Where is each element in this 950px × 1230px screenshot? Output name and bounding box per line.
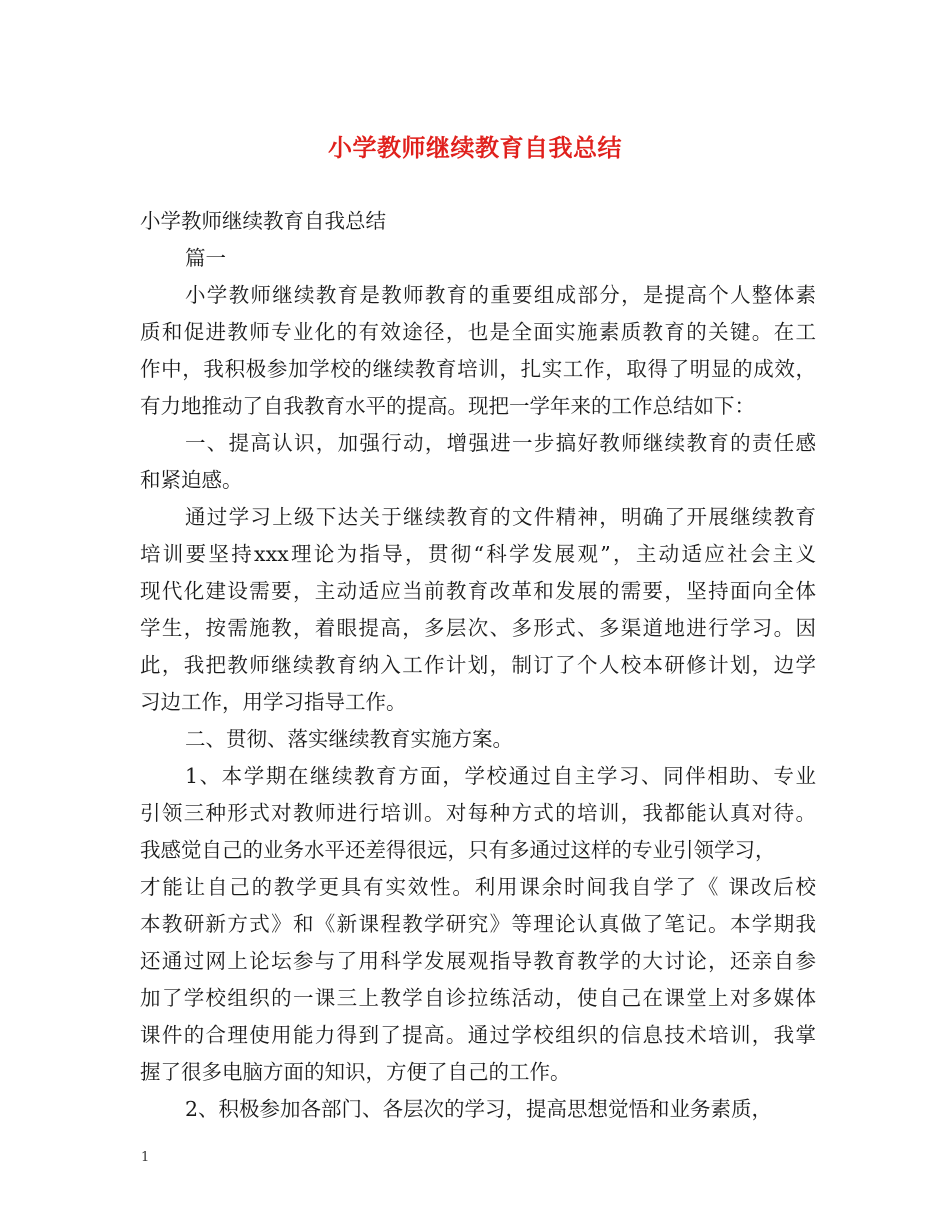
paragraph-line: 培训要坚持xxx理论为指导，贯彻“科学发展观”，主动适应社会主义 [140,542,816,566]
paragraph-line: 作中，我积极参加学校的继续教育培训，扎实工作，取得了明显的成效， [140,357,816,381]
paragraph-line: 2、积极参加各部门、各层次的学习，提高思想觉悟和业务素质， [185,1097,773,1121]
paragraph-line: 本教研新方式》和《新课程教学研究》等理论认真做了笔记。本学期我 [140,912,816,936]
paragraph-line: 还通过网上论坛参与了用科学发展观指导教育教学的大讨论，还亲自参 [140,949,816,973]
paragraph-line: 才能让自己的教学更具有实效性。利用课余时间我自学了《 课改后校 [140,875,816,899]
paragraph-line: 学生，按需施教，着眼提高，多层次、多形式、多渠道地进行学习。因 [140,616,816,640]
paragraph-line: 现代化建设需要，主动适应当前教育改革和发展的需要，坚持面向全体 [140,579,816,603]
paragraph-line: 课件的合理使用能力得到了提高。通过学校组织的信息技术培训，我掌 [140,1023,816,1047]
section-heading: 篇一 [185,246,226,270]
paragraph-line: 习边工作，用学习指导工作。 [140,690,407,714]
paragraph-line: 1、本学期在继续教育方面，学校通过自主学习、同伴相助、专业 [185,764,816,788]
paragraph-line: 加了学校组织的一课三上教学自诊拉练活动，使自己在课堂上对多媒体 [140,986,816,1010]
paragraph-line: 有力地推动了自我教育水平的提高。现把一学年来的工作总结如下： [140,394,755,418]
paragraph-line: 握了很多电脑方面的知识，方便了自己的工作。 [140,1060,571,1084]
paragraph-line: 一、提高认识，加强行动，增强进一步搞好教师继续教育的责任感 [185,431,816,455]
paragraph-line: 通过学习上级下达关于继续教育的文件精神，明确了开展继续教育 [185,505,816,529]
paragraph-line: 二、贯彻、落实继续教育实施方案。 [185,727,513,751]
paragraph-line: 此，我把教师继续教育纳入工作计划，制订了个人校本研修计划，边学 [140,653,816,677]
paragraph-line: 小学教师继续教育是教师教育的重要组成部分，是提高个人整体素 [185,283,816,307]
subtitle-line: 小学教师继续教育自我总结 [140,209,386,233]
paragraph-line: 和紧迫感。 [140,468,243,492]
paragraph-line: 引领三种形式对教师进行培训。对每种方式的培训，我都能认真对待。 [140,801,816,825]
paragraph-line: 质和促进教师专业化的有效途径，也是全面实施素质教育的关键。在工 [140,320,816,344]
document-title: 小学教师继续教育自我总结 [328,133,622,162]
paragraph-line: 我感觉自己的业务水平还差得很远，只有多通过这样的专业引领学习， [140,838,776,862]
page-number: 1 [141,1150,150,1165]
document-body [140,203,816,1128]
